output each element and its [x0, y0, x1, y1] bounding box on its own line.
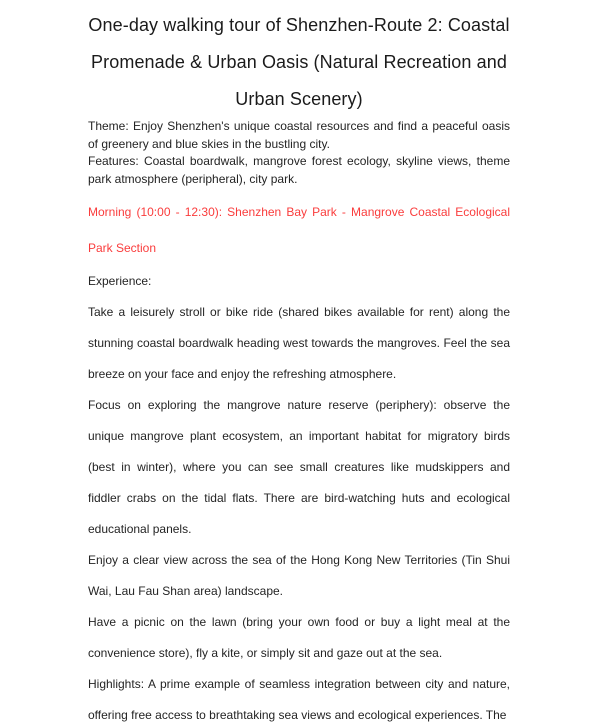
document-title-line-2: Promenade & Urban Oasis (Natural Recreation and [91, 52, 507, 72]
paragraph-mangrove-reserve: Focus on exploring the mangrove nature reserve (periphery): observe the unique mangrove plant ecosystem, an important habitat for migratory birds (best in winter), where you can see small creatures like mudskippers and fiddler crabs on the tidal flats. There are bird-watching huts and ecological educational panels. [88, 398, 510, 536]
paragraph-picnic-lawn: Have a picnic on the lawn (bring your own food or buy a light meal at the convenience store), fly a kite, or simply sit and gaze out at the sea. [88, 615, 510, 660]
paragraph-boardwalk-stroll: Take a leisurely stroll or bike ride (shared bikes available for rent) along the stunning coastal boardwalk heading west towards the mangroves. Feel the sea breeze on your face and enjoy the refreshing atmosphere. [88, 305, 510, 381]
document-title-line-3: Urban Scenery) [235, 89, 363, 109]
document-title [88, 7, 510, 118]
paragraph-highlights: Highlights: A prime example of seamless integration between city and nature, offering free access to breathtaking sea views and ecological experiences. The [88, 677, 510, 722]
document-title-line-1: One-day walking tour of Shenzhen-Route 2: Coastal [88, 15, 510, 35]
morning-section-heading: Morning (10:00 - 12:30): Shenzhen Bay Park - Mangrove Coastal Ecological Park Section [88, 205, 510, 255]
theme-paragraph: Theme: Enjoy Shenzhen's unique coastal resources and find a peaceful oasis of greenery and blue skies in the bustling city. [88, 119, 510, 151]
experience-label: Experience: [88, 274, 152, 288]
features-paragraph: Features: Coastal boardwalk, mangrove forest ecology, skyline views, theme park atmosphere (peripheral), city park. [88, 154, 510, 186]
paragraph-hong-kong-view: Enjoy a clear view across the sea of the Hong Kong New Territories (Tin Shui Wai, Lau Fau Shan area) landscape. [88, 553, 510, 598]
